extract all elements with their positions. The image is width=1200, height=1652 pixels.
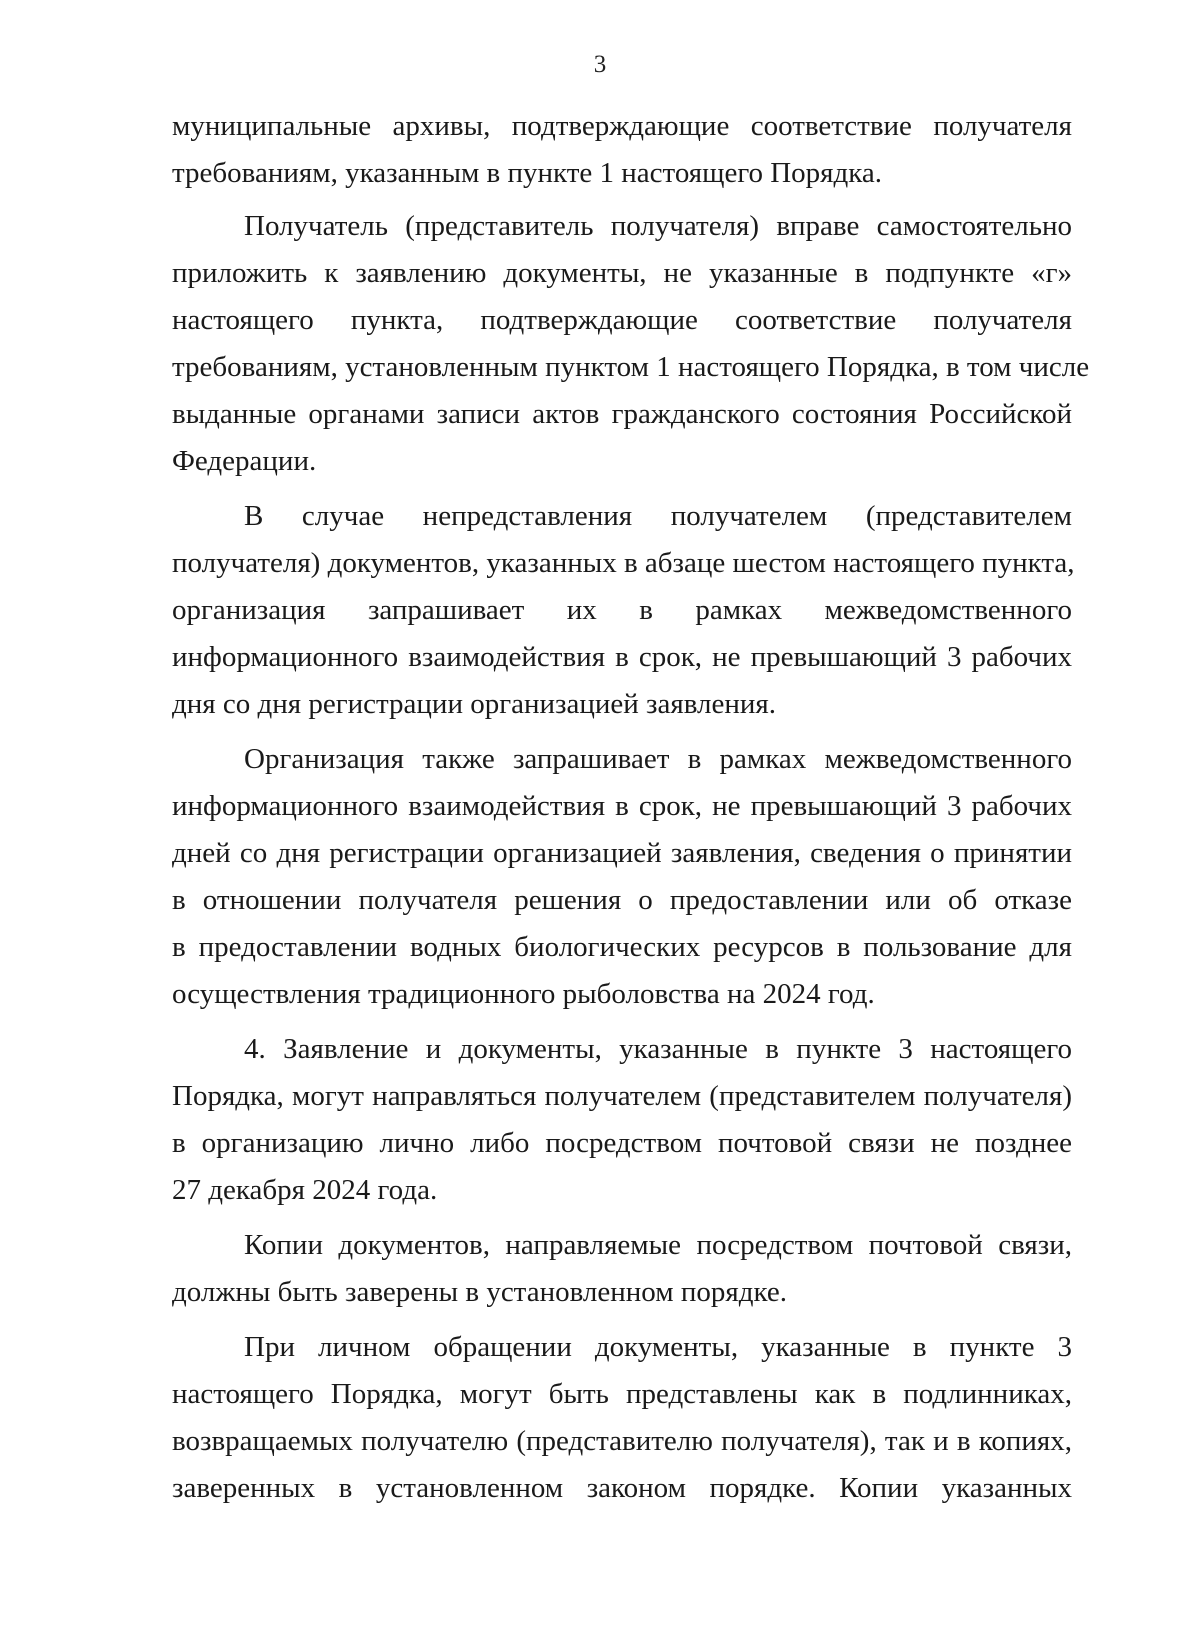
text-line: в организацию лично либо посредством почтовой связи не позднее <box>172 1127 1072 1159</box>
text-line: информационного взаимодействия в срок, не превышающий 3 рабочих <box>172 641 1072 673</box>
text-line: В случае непредставления получателем (представителем <box>244 500 1072 532</box>
text-line: информационного взаимодействия в срок, не превышающий 3 рабочих <box>172 790 1072 822</box>
text-line: получателя) документов, указанных в абзаце шестом настоящего пункта, <box>172 547 1075 579</box>
text-line: Получатель (представитель получателя) вправе самостоятельно <box>244 210 1072 242</box>
text-line: требованиям, установленным пунктом 1 настоящего Порядка, в том числе <box>172 351 1090 383</box>
paragraph-3 <box>172 493 1075 728</box>
text-line: Федерации. <box>172 445 317 477</box>
text-line: в отношении получателя решения о предоставлении или об отказе <box>172 884 1072 916</box>
paragraph-4 <box>172 736 1072 1018</box>
paragraph-5 <box>172 1026 1072 1214</box>
text-line: приложить к заявлению документы, не указанные в подпункте «г» <box>172 257 1072 289</box>
paragraph-7 <box>172 1324 1072 1512</box>
page-number: 3 <box>593 51 607 78</box>
text-line: осуществления традиционного рыболовства на 2024 год. <box>172 978 875 1010</box>
text-line: настоящего пункта, подтверждающие соответствие получателя <box>172 304 1072 336</box>
text-line: При личном обращении документы, указанные в пункте 3 <box>244 1331 1072 1363</box>
text-line: дней со дня регистрации организацией заявления, сведения о принятии <box>172 837 1072 869</box>
text-line: выданные органами записи актов гражданского состояния Российской <box>172 398 1072 430</box>
text-line: Организация также запрашивает в рамках межведомственного <box>244 743 1072 775</box>
text-line: возвращаемых получателю (представителю получателя), так и в копиях, <box>172 1425 1072 1457</box>
text-line: должны быть заверены в установленном порядке. <box>172 1276 787 1308</box>
text-line: 4. Заявление и документы, указанные в пункте 3 настоящего <box>244 1033 1072 1065</box>
text-line: Порядка, могут направляться получателем (представителем получателя) <box>172 1080 1072 1112</box>
text-line: в предоставлении водных биологических ресурсов в пользование для <box>172 931 1072 963</box>
document-body <box>172 103 1090 1520</box>
text-line: Копии документов, направляемые посредством почтовой связи, <box>244 1229 1072 1261</box>
text-line: заверенных в установленном законом порядке. Копии указанных <box>172 1472 1072 1504</box>
text-line: муниципальные архивы, подтверждающие соответствие получателя <box>172 110 1072 142</box>
paragraph-6 <box>172 1222 1072 1316</box>
text-line: 27 декабря 2024 года. <box>172 1174 438 1206</box>
paragraph-2 <box>172 203 1090 485</box>
text-line: настоящего Порядка, могут быть представлены как в подлинниках, <box>172 1378 1072 1410</box>
text-line: требованиям, указанным в пункте 1 настоящего Порядка. <box>172 157 883 189</box>
text-line: дня со дня регистрации организацией заявления. <box>172 688 776 720</box>
text-line: организация запрашивает их в рамках межведомственного <box>172 594 1072 626</box>
paragraph-1 <box>172 103 1072 197</box>
